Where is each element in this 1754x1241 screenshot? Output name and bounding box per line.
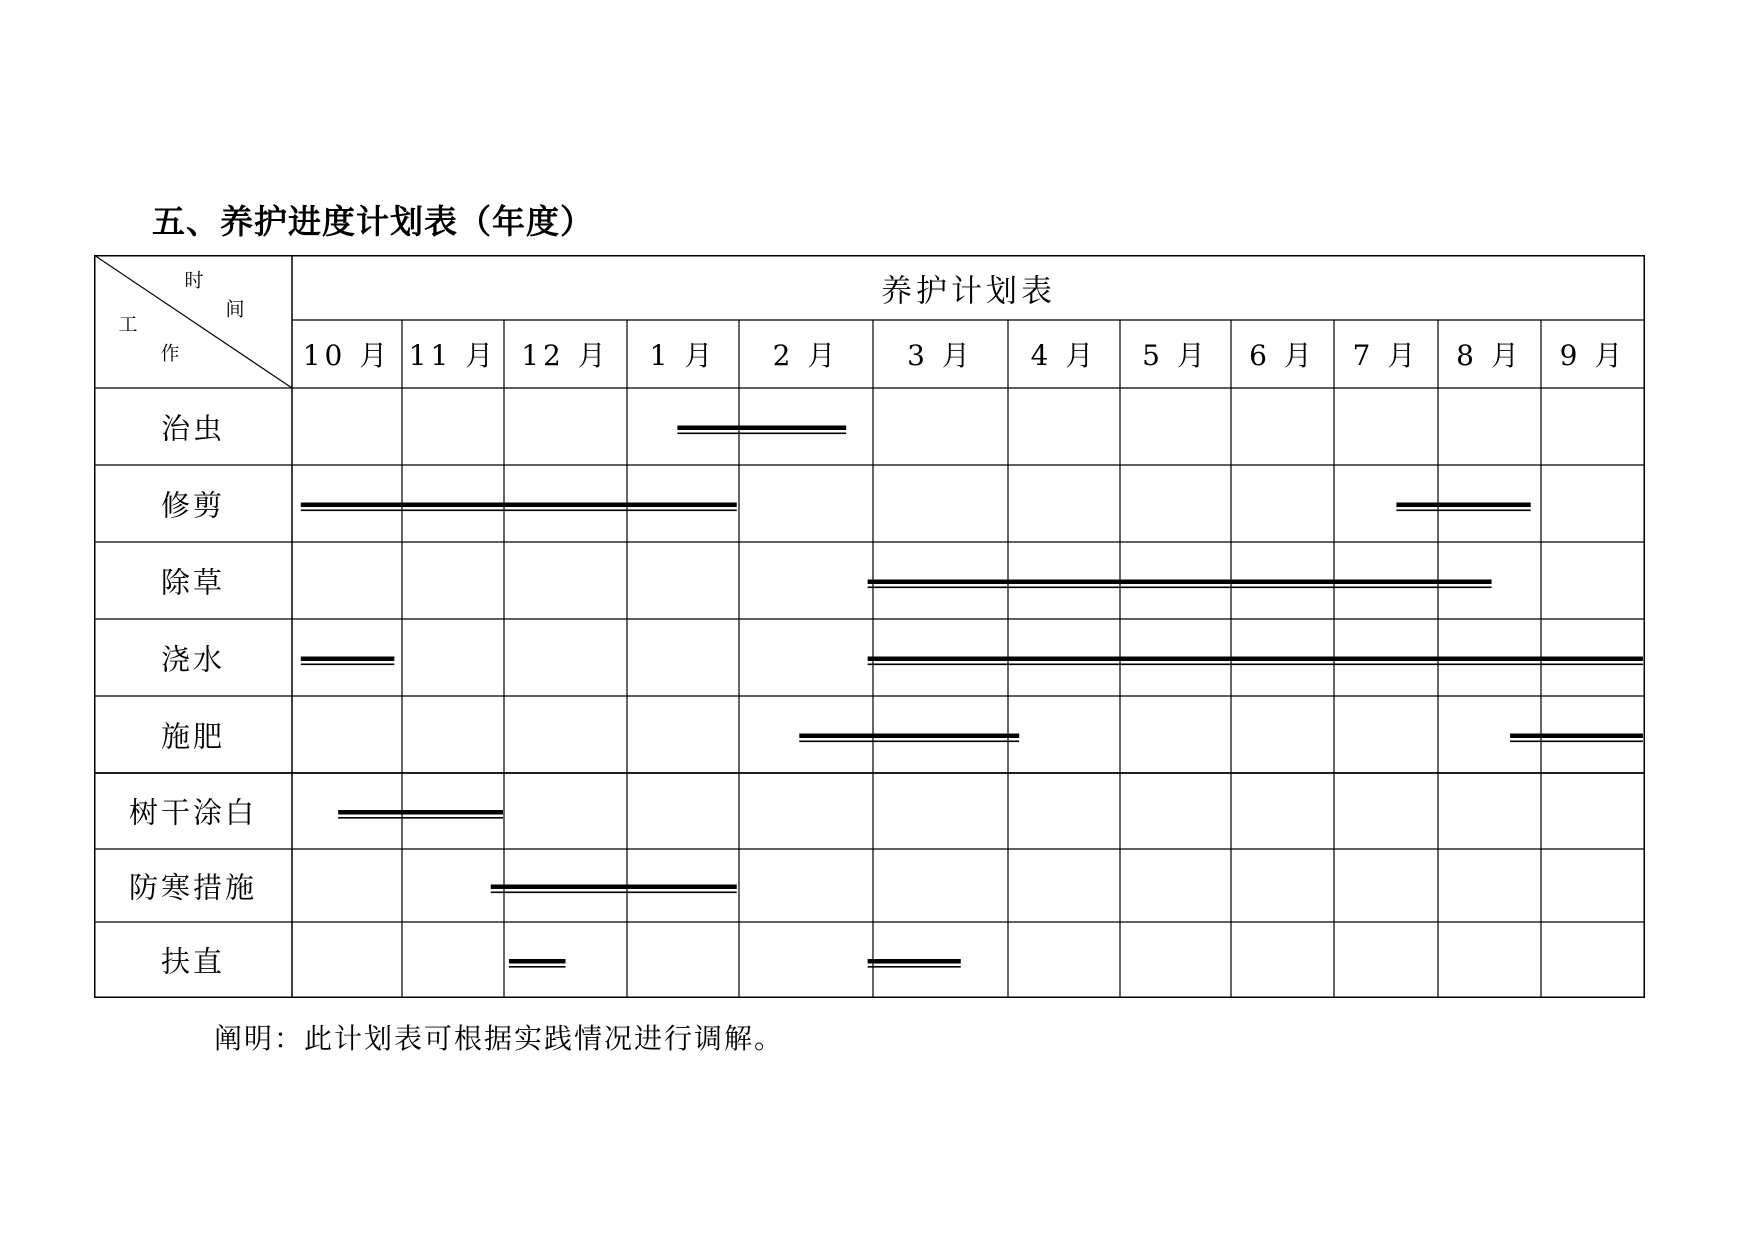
footnote: 阐明：此计划表可根据实践情况进行调解。 — [214, 1022, 785, 1055]
task-name: 浇水 — [160, 642, 226, 676]
page-title: 五、养护进度计划表（年度） — [152, 202, 594, 241]
schedule-bar — [509, 959, 566, 968]
schedule-table — [94, 255, 1645, 998]
schedule-bar — [1510, 734, 1643, 743]
month-header: 7 月 — [1352, 339, 1420, 372]
task-name: 树干涂白 — [128, 795, 258, 830]
schedule-bar — [799, 734, 1019, 743]
schedule-bar — [491, 885, 737, 894]
corner-label-time: 时 — [184, 269, 204, 292]
schedule-bar — [338, 810, 503, 819]
month-header: 11 月 — [408, 339, 498, 372]
month-header: 9 月 — [1559, 339, 1627, 372]
month-header: 4 月 — [1030, 339, 1098, 372]
month-header: 1 月 — [649, 339, 717, 372]
schedule-bar — [1396, 503, 1530, 512]
month-header: 8 月 — [1456, 339, 1523, 372]
schedule-bar — [301, 503, 737, 512]
schedule-bar — [301, 657, 395, 666]
task-name: 防寒措施 — [128, 870, 258, 904]
task-name: 治虫 — [160, 411, 226, 445]
corner-label-work: 作 — [160, 342, 180, 365]
corner-label-work: 工 — [118, 313, 138, 336]
task-name: 修剪 — [160, 488, 226, 522]
schedule-bar — [677, 426, 846, 435]
schedule-bar — [868, 959, 961, 968]
month-header: 2 月 — [772, 339, 840, 372]
month-header: 12 月 — [521, 339, 610, 372]
task-name: 施肥 — [160, 719, 226, 753]
schedule-bar — [868, 580, 1492, 589]
month-header: 6 月 — [1249, 339, 1316, 372]
month-header: 5 月 — [1142, 339, 1209, 372]
month-header: 10 月 — [302, 339, 392, 372]
schedule-bar — [868, 657, 1643, 666]
task-name: 扶直 — [160, 944, 226, 979]
table-caption: 养护计划表 — [881, 273, 1056, 309]
task-name: 除草 — [160, 565, 226, 599]
month-header: 3 月 — [907, 339, 974, 372]
corner-label-time: 间 — [225, 298, 245, 321]
